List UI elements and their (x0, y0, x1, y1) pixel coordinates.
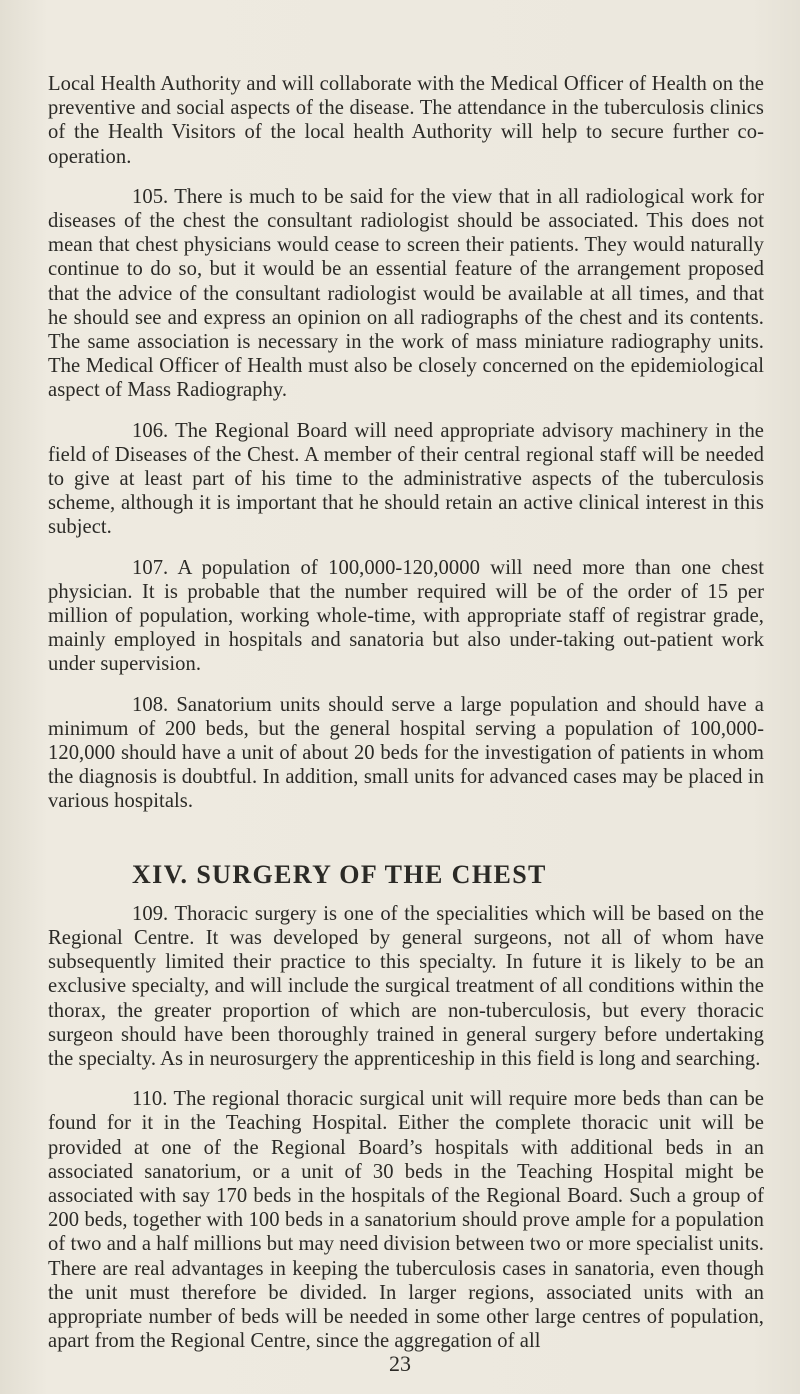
paragraph-109: 109. Thoracic surgery is one of the specialities which will be based on the Regional Centre. It was developed by general surgeons, not all of whom have subsequently limited their practice to this specialty. In future it is likely to be an exclusive specialty, and will include the surgical treatment of all conditions within the thorax, the greater proportion of which are non-tuberculosis, but every thoracic surgeon should have been thoroughly trained in general surgery before undertaking the specialty. As in neurosurgery the apprenticeship in this field is long and searching. (48, 902, 764, 1070)
paragraph-106: 106. The Regional Board will need appropriate advisory machinery in the field of Diseases of the Chest. A member of their central regional staff will be needed to give at least part of his time to the administrative aspects of the tuberculosis scheme, although it is important that he should retain an active clinical interest in this subject. (48, 419, 764, 539)
paragraph-107: 107. A population of 100,000-120,0000 will need more than one chest physician. It is probable that the number required will be of the order of 15 per million of population, working whole-time, with appropriate staff of registrar grade, mainly employed in hospitals and sanatoria but also under-taking out-patient work under supervision. (48, 556, 764, 676)
section-heading: XIV. SURGERY OF THE CHEST (132, 859, 547, 889)
paragraph-108: 108. Sanatorium units should serve a large population and should have a minimum of 200 beds, but the general hospital serving a population of 100,000-120,000 should have a unit of about 20 beds for the investigation of patients in whom the diagnosis is doubtful. In addition, small units for advanced cases may be placed in various hospitals. (48, 693, 764, 813)
document-page (48, 72, 764, 1353)
paragraph-105: 105. There is much to be said for the view that in all radiological work for diseases of the chest the consultant radiologist should be associated. This does not mean that chest physicians would cease to screen their patients. They would naturally continue to do so, but it would be an essential feature of the arrangement proposed that the advice of the consultant radiologist would be available at all times, and that he should see and express an opinion on all radiographs of the chest and its contents. The same association is necessary in the work of mass miniature radiography units. The Medical Officer of Health must also be closely concerned on the epidemiological aspect of Mass Radiography. (48, 185, 764, 402)
paragraph-continuation: Local Health Authority and will collaborate with the Medical Officer of Health on the preventive and social aspects of the disease. The attendance in the tuberculosis clinics of the Health Visitors of the local health Authority will help to secure further co-operation. (48, 73, 764, 168)
page-number: 23 (389, 1351, 411, 1376)
paragraph-110: 110. The regional thoracic surgical unit will require more beds than can be found for it in the Teaching Hospital. Either the complete thoracic unit will be provided at one of the Regional Board’s hospitals with additional beds in an associated sanatorium, or a unit of 30 beds in the Teaching Hospital might be associated with say 170 beds in the hospitals of the Regional Board. Such a group of 200 beds, together with 100 beds in a sanatorium should prove ample for a population of two and a half millions but may need division between two or more specialist units. There are real advantages in keeping the tuberculosis cases in sanatoria, even though the unit must therefore be divided. In larger regions, associated units with an appropriate number of beds will be needed in some other large centres of population, apart from the Regional Centre, since the aggregation of all (48, 1088, 764, 1353)
